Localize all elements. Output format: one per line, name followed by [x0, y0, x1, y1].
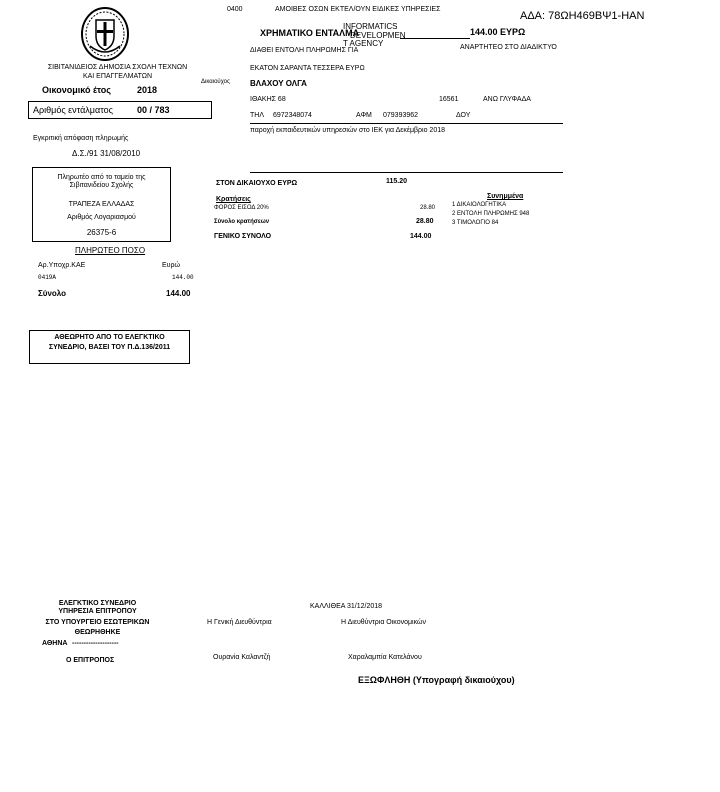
- posted-online-text: ΑΝΑΡΤΗΤΕΟ ΣΤΟ ΔΙΑΔΙΚΤΥΟ: [460, 44, 557, 51]
- to-beneficiary-amount: 115.20: [386, 178, 408, 185]
- coat-of-arms-emblem: [80, 6, 130, 67]
- income-tax-label: ΦΟΡΟΣ ΕΙΣΟΔ 20%: [214, 205, 269, 211]
- payment-order-text: ΔΙΑΘΕΙ ΕΝΤΟΛΗ ΠΛΗΡΩΜΗΣ ΓΙΑ: [250, 47, 359, 54]
- deductions-total-amount: 28.80: [416, 218, 434, 225]
- beneficiary-address: ΙΘΑΚΗΣ 68: [250, 96, 286, 103]
- audit-court-line-3: ΣΤΟ ΥΠΟΥΡΓΕΙΟ ΕΣΩΤΕΡΙΚΩΝ: [45, 619, 150, 626]
- bank-name: ΤΡΑΠΕΖΑ ΕΛΛΑΔΑΣ: [68, 201, 135, 208]
- warrant-number-label: Αριθμός εντάλματος: [33, 105, 113, 115]
- place-date: ΚΑΛΛΙΘΕΑ 31/12/2018: [310, 603, 383, 610]
- phone-label: ΤΗΛ: [250, 112, 265, 119]
- payable-amount-title: ΠΛΗΡΩΤΕΟ ΠΟΣΟ: [75, 246, 146, 255]
- commissioner-title: Ο ΕΠΙΤΡΟΠΟΣ: [66, 657, 115, 664]
- account-label: Αριθμός Λογαριασμού: [67, 214, 136, 221]
- financial-director-name: Χαραλαμπία Κατελάνου: [348, 654, 422, 661]
- warrant-number-box: [28, 101, 212, 119]
- to-beneficiary-label: ΣΤΟΝ ΔΙΚΑΙΟΥΧΟ ΕΥΡΩ: [216, 180, 298, 187]
- overprint-line-3: T AGENCY: [343, 39, 384, 48]
- payment-description: παροχή εκπαιδευτικών υπηρεσιών στο ΙΕΚ για Δεκέμβριο 2018: [250, 127, 445, 134]
- income-tax-amount: 28.80: [420, 205, 436, 211]
- deductions-total-label: Σύνολο κρατήσεων: [214, 219, 270, 225]
- attachment-item: 2 ΕΝΤΟΛΗ ΠΛΗΡΩΜΗΣ 948: [452, 211, 530, 217]
- financial-director-title: Η Διευθύντρια Οικονομικών: [341, 619, 426, 626]
- fiscal-year-label: Οικονομικό έτος: [42, 85, 111, 95]
- fiscal-year-value: 2018: [137, 85, 158, 95]
- payment-source-line-2: Σιβιτανιδείου Σχολής: [69, 182, 134, 189]
- afm-number: 079393962: [383, 112, 419, 119]
- school-name-line-1: ΣΙΒΙΤΑΝΙΔΕΙΟΣ ΔΗΜΟΣΙΑ ΣΧΟΛΗ ΤΕΧΝΩΝ: [47, 64, 188, 71]
- header-amount: 144.00 ΕΥΡΩ: [470, 27, 526, 37]
- beneficiary-postcode: 16561: [439, 96, 459, 103]
- deductions-title: Κρατήσεις: [216, 196, 251, 203]
- attachments-title: Συνημμένα: [487, 193, 524, 200]
- warrant-number-value: 00 / 783: [137, 105, 170, 115]
- audit-exemption-line-2: ΣΥΝΕΔΡΙΟ, ΒΑΣΕΙ ΤΟΥ Π.Δ.136/2011: [48, 344, 171, 351]
- beneficiary-label: Δικαιούχος: [201, 79, 230, 85]
- overprint-line-1: INFORMATICS: [343, 22, 398, 31]
- document-title: ΧΡΗΜΑΤΙΚΟ ΕΝΤΑΛΜΑ: [260, 28, 360, 38]
- audit-court-line-4: ΘΕΩΡΗΘΗΚΕ: [74, 629, 121, 636]
- ada-code: ΑΔΑ: 78ΩΗ469ΒΨ1-ΗΑΝ: [520, 10, 645, 22]
- general-director-name: Ουρανία Καλαντζή: [213, 654, 271, 661]
- service-description: ΑΜΟΙΒΕΣ ΟΣΩΝ ΕΚΤΕΛ/ΟΥΝ ΕΙΔΙΚΕΣ ΥΠΗΡΕΣΙΕΣ: [275, 6, 441, 13]
- grand-total-label: ΓΕΝΙΚΟ ΣΥΝΟΛΟ: [214, 233, 272, 240]
- doy-label: ΔΟΥ: [456, 112, 471, 119]
- beneficiary-name: ΒΛΑΧΟΥ ΟΛΓΑ: [250, 79, 307, 88]
- kae-column-header: Αρ.Υποχρ.ΚΑΕ: [38, 262, 86, 269]
- payable-total-label: Σύνολο: [38, 289, 67, 298]
- general-director-title: Η Γενική Διευθύντρια: [207, 619, 272, 626]
- audit-court-line-2: ΥΠΗΡΕΣΙΑ ΕΠΙΤΡΟΠΟΥ: [58, 608, 137, 615]
- payment-source-line-1: Πληρωτέο από το ταμείο της: [57, 174, 146, 181]
- kae-code: 0419A: [38, 274, 57, 281]
- attachment-item: 1 ΔΙΚΑΙΟΛΟΓΗΤΙΚΑ: [452, 202, 507, 208]
- attachment-item: 3 ΤΙΜΟΛΟΓΙΟ 84: [452, 220, 499, 226]
- kae-amount: 144.00: [172, 274, 194, 281]
- payment-source-box: [32, 167, 171, 242]
- receipt-signature-label: ΕΞΩΦΛΗΘΗ (Υπογραφή δικαιούχου): [358, 675, 515, 685]
- audit-court-line-1: ΕΛΕΓΚΤΙΚΟ ΣΥΝΕΔΡΙΟ: [58, 600, 137, 607]
- overprint-line-2: DEVELOPMEN: [350, 31, 406, 40]
- account-number: 26375-6: [86, 228, 117, 237]
- euro-column-header: Ευρώ: [162, 262, 180, 269]
- athens-dashes: --------------------: [72, 640, 119, 647]
- approval-label: Εγκριτική απόφαση πληρωμής: [33, 135, 129, 142]
- athens-label: ΑΘΗΝΑ: [42, 640, 68, 647]
- amount-in-words: ΕΚΑΤΟΝ ΣΑΡΑΝΤΑ ΤΕΣΣΕΡΑ ΕΥΡΩ: [250, 65, 365, 72]
- grand-total-amount: 144.00: [410, 233, 432, 240]
- beneficiary-city: ΑΝΩ ΓΛΥΦΑΔΑ: [483, 96, 531, 103]
- payable-total: 144.00: [166, 289, 191, 298]
- approval-value: Δ.Σ./91 31/08/2010: [72, 149, 141, 158]
- budget-code: 0400: [227, 6, 243, 13]
- afm-label: ΑΦΜ: [356, 112, 372, 119]
- phone-number: 6972348074: [273, 112, 312, 119]
- school-name-line-2: ΚΑΙ ΕΠΑΓΓΕΛΜΑΤΩΝ: [82, 73, 153, 80]
- audit-exemption-box: [29, 330, 190, 364]
- audit-exemption-line-1: ΑΘΕΩΡΗΤΟ ΑΠΟ ΤΟ ΕΛΕΓΚΤΙΚΟ: [54, 334, 165, 341]
